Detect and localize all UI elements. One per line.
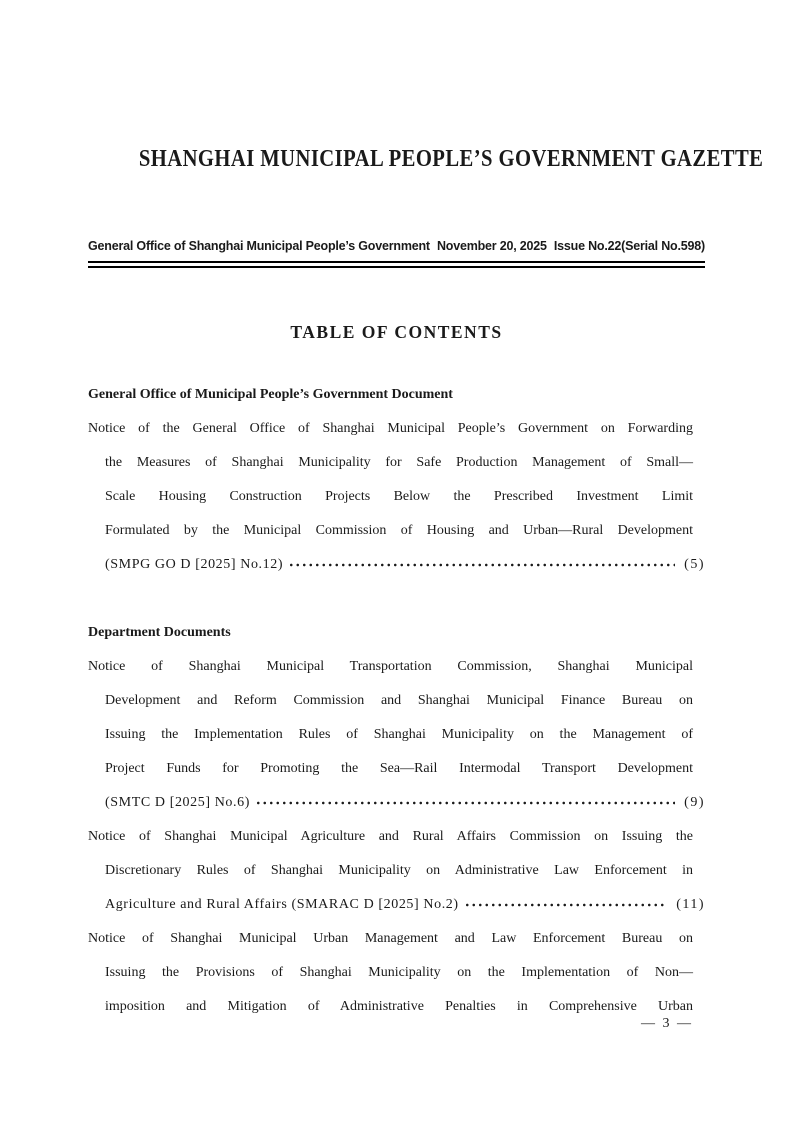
toc-heading: TABLE OF CONTENTS [290, 322, 503, 342]
issue-date: November 20, 2025 [436, 239, 547, 253]
toc-entry-line: Notice of the General Office of Shanghai Municipal People’s Government on Forwarding [88, 421, 693, 436]
toc-entry-line: Notice of Shanghai Municipal Transportation Commission, Shanghai Municipal [88, 659, 693, 674]
document-ref: (SMPG GO D [2025] No.12) [105, 557, 284, 572]
toc-entry-line: Notice of Shanghai Municipal Agriculture and Rural Affairs Commission on Issuing the [88, 829, 693, 844]
toc-entry [88, 650, 705, 820]
issue-number: Issue No.22(Serial No.598) [553, 239, 705, 253]
toc-entry [88, 922, 705, 1024]
toc-entry-ref-line [88, 548, 705, 582]
toc-entry-line: the Measures of Shanghai Municipality for Safe Production Management of Small— [105, 455, 693, 470]
dot-leader [464, 888, 668, 922]
toc-entry-line: Formulated by the Municipal Commission of Housing and Urban—Rural Development [105, 523, 693, 538]
document-ref: (SMTC D [2025] No.6) [105, 795, 250, 810]
toc-entry-line: Notice of Shanghai Municipal Urban Management and Law Enforcement Bureau on [88, 931, 693, 946]
toc-entry [88, 820, 705, 922]
page-number: — 3 — [641, 1016, 693, 1031]
toc-section [88, 616, 705, 1024]
toc-page-ref: (11) [676, 897, 705, 912]
dot-leader [255, 786, 675, 820]
toc-entry-ref-line [88, 888, 705, 922]
toc-entry-line: Development and Reform Commission and Shanghai Municipal Finance Bureau on [105, 693, 693, 708]
toc-section-heading: Department Documents [88, 625, 231, 640]
gazette-title-text: SHANGHAI MUNICIPAL PEOPLE’S GOVERNMENT GAZETTE [138, 146, 764, 172]
toc-entry-line: Issuing the Provisions of Shanghai Municipality on the Implementation of Non— [105, 965, 693, 980]
gazette-title [88, 0, 764, 174]
toc-entry-line: Discretionary Rules of Shanghai Municipality on Administrative Law Enforcement in [105, 863, 693, 878]
toc-section-heading: General Office of Municipal People’s Government Document [88, 387, 453, 402]
masthead-divider [88, 261, 705, 268]
toc-entry [88, 412, 705, 582]
toc-entry-line: Issuing the Implementation Rules of Shanghai Municipality on the Management of [105, 727, 693, 742]
toc-entry-ref-line [88, 786, 705, 820]
document-ref: Agriculture and Rural Affairs (SMARAC D [2025] No.2) [105, 897, 459, 912]
publisher-name: General Office of Shanghai Municipal People’s Government [88, 239, 430, 253]
toc-page-ref: (9) [684, 795, 705, 810]
toc-entry-line: Scale Housing Construction Projects Below the Prescribed Investment Limit [105, 489, 693, 504]
toc-page-ref: (5) [684, 557, 705, 572]
toc-entry-line: imposition and Mitigation of Administrative Penalties in Comprehensive Urban [105, 999, 693, 1014]
masthead-line [88, 238, 705, 254]
toc-entry-line: Project Funds for Promoting the Sea—Rail Intermodal Transport Development [105, 761, 693, 776]
dot-leader [288, 548, 675, 582]
toc-body [88, 378, 705, 1024]
toc-section [88, 378, 705, 582]
